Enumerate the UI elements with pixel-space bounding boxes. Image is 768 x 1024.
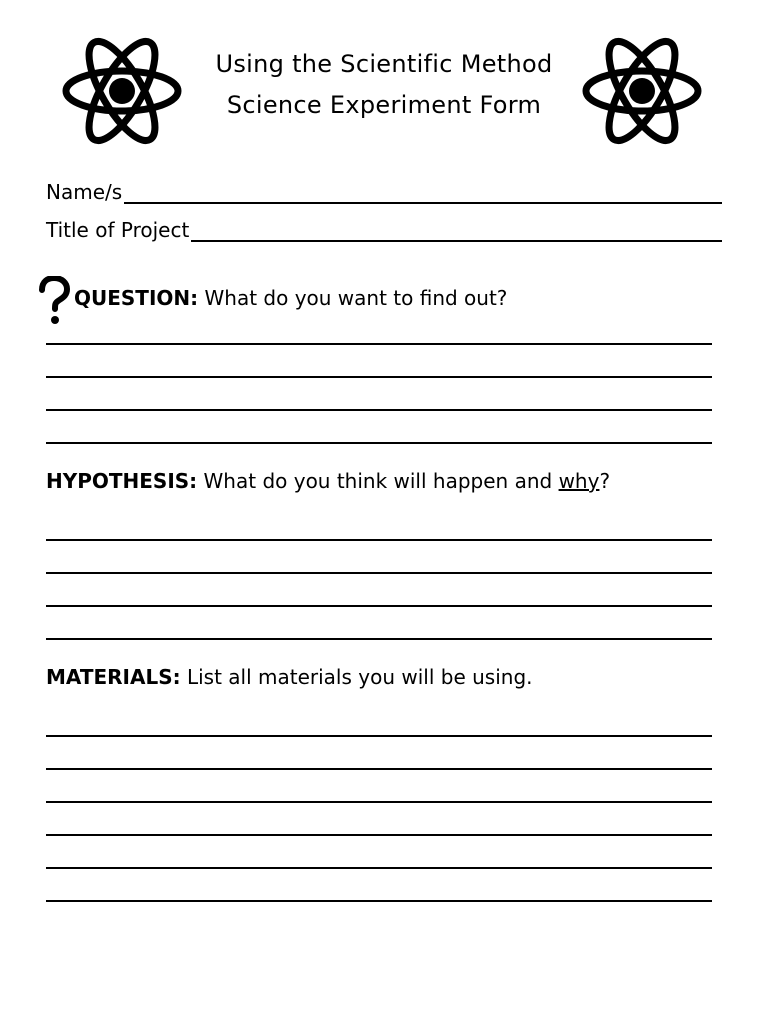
hypothesis-answer-line[interactable] [46,539,712,541]
project-title-blank[interactable] [191,218,722,242]
question-answer-line[interactable] [46,376,712,378]
hypothesis-label: HYPOTHESIS: [46,469,198,493]
project-title-field[interactable] [46,212,722,242]
question-answer-line[interactable] [46,343,712,345]
materials-answer-line[interactable] [46,834,712,836]
atom-icon [580,32,704,150]
materials-prompt: List all materials you will be using. [186,665,533,689]
materials-answer-line[interactable] [46,768,712,770]
project-title-label: Title of Project [46,218,190,242]
hypothesis-prompt-why: why [558,469,600,493]
hypothesis-prompt-end: ? [599,469,611,493]
hypothesis-answer-line[interactable] [46,572,712,574]
materials-answer-line[interactable] [46,867,712,869]
form-subtitle: Science Experiment Form [226,91,542,119]
question-heading [74,286,507,310]
question-answer-line[interactable] [46,442,712,444]
names-label: Name/s [46,180,123,204]
materials-answer-line[interactable] [46,801,712,803]
materials-label: MATERIALS: [46,665,181,689]
question-answer-line[interactable] [46,409,712,411]
hypothesis-heading [46,469,610,493]
materials-answer-line[interactable] [46,900,712,902]
form-title: Using the Scientific Method [215,50,553,78]
question-mark-icon [38,276,70,326]
names-field[interactable] [46,174,722,204]
hypothesis-answer-line[interactable] [46,605,712,607]
hypothesis-prompt: What do you think will happen and [203,469,553,493]
question-prompt: What do you want to find out? [204,286,508,310]
materials-heading [46,665,533,689]
hypothesis-answer-line[interactable] [46,638,712,640]
materials-answer-line[interactable] [46,735,712,737]
names-blank[interactable] [124,180,722,204]
question-label: QUESTION: [74,286,199,310]
